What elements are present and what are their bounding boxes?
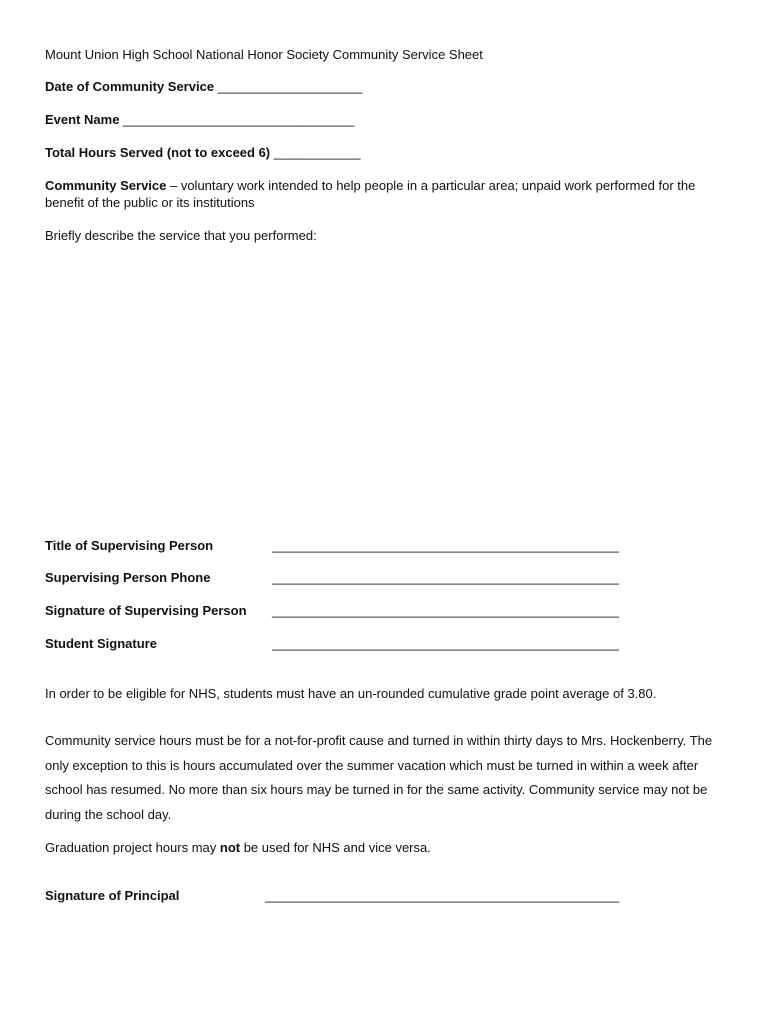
signature-supervisor-label: Signature of Supervising Person — [45, 603, 247, 618]
date-field — [45, 79, 362, 94]
principal-signature-label: Signature of Principal — [45, 888, 180, 903]
graduation-after: be used for NHS and vice versa. — [240, 840, 431, 855]
definition — [45, 178, 735, 211]
hours-blank: ____________ — [273, 145, 361, 160]
signature-supervisor-phone-line[interactable]: ________________________________________________ — [272, 570, 620, 585]
date-label: Date of Community Service — [45, 79, 215, 94]
signature-supervisor-title-label: Title of Supervising Person — [45, 538, 214, 553]
principal-signature-line[interactable]: _________________________________________________ — [265, 888, 620, 903]
signature-supervisor-phone-label: Supervising Person Phone — [45, 570, 211, 585]
eligibility-note: In order to be eligible for NHS, students must have an un-rounded cumulative grade point average of 3.80. — [45, 686, 657, 701]
definition-text: – voluntary work intended to help people in a particular area; unpaid work performed for the benefit of the public or its institutions — [45, 178, 696, 210]
event-blank: ________________________________ — [123, 112, 355, 127]
event-field — [45, 112, 354, 127]
graduation-before: Graduation project hours may — [45, 840, 220, 855]
definition-term: Community Service — [45, 178, 167, 193]
describe-area[interactable] — [45, 250, 725, 520]
signature-supervisor-line[interactable]: ________________________________________________ — [272, 603, 620, 618]
form-title: Mount Union High School National Honor Society Community Service Sheet — [45, 47, 483, 62]
event-label: Event Name — [45, 112, 120, 127]
signature-supervisor-title-line[interactable]: ________________________________________________ — [272, 538, 620, 553]
date-blank: ____________________ — [217, 79, 363, 94]
graduation-note — [45, 840, 431, 855]
hours-label: Total Hours Served (not to exceed 6) — [45, 145, 271, 160]
graduation-emphasis: not — [219, 840, 241, 855]
student-signature-line[interactable]: ________________________________________________ — [272, 636, 620, 651]
describe-prompt: Briefly describe the service that you performed: — [45, 228, 317, 243]
rules-paragraph: Community service hours must be for a not-for-profit cause and turned in within thirty days to Mrs. Hockenberry. The only exception to this is hours accumulated over the summer vacation which must be turned in within a week after school has resumed. No more than six hours may be turned in for the same activity. Community service may not be during the school day. — [45, 733, 713, 822]
student-signature-label: Student Signature — [45, 636, 157, 651]
hours-field — [45, 145, 361, 160]
